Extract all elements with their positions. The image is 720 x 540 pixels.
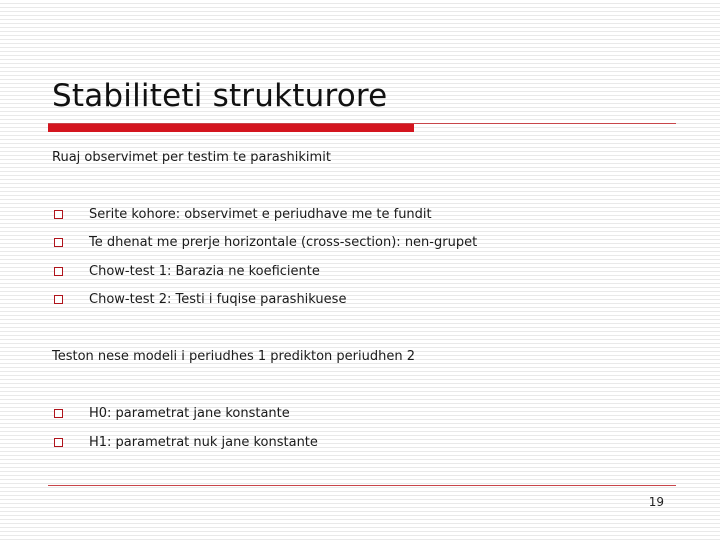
- bullet-marker: [54, 238, 63, 247]
- bullet-marker: [54, 438, 63, 447]
- bullet-item-4: Chow-test 2: Testi i fuqise parashikuese: [89, 292, 347, 307]
- footer-rule: [48, 485, 676, 486]
- bullet-item-2: Te dhenat me prerje horizontale (cross-section): nen-grupet: [89, 235, 478, 250]
- intro-text: Ruaj observimet per testim te parashikimit: [52, 150, 331, 165]
- slide-title: Stabiliteti strukturore: [52, 78, 388, 114]
- page-number: 19: [648, 495, 664, 509]
- section2-text: Teston nese modeli i periudhes 1 predikton periudhen 2: [52, 349, 415, 364]
- title-rule-accent: [48, 124, 414, 132]
- bullet-item-5: H0: parametrat jane konstante: [89, 406, 290, 421]
- bullet-item-3: Chow-test 1: Barazia ne koeficiente: [89, 264, 320, 279]
- bullet-item-1: Serite kohore: observimet e periudhave me te fundit: [89, 207, 432, 222]
- bullet-marker: [54, 409, 63, 418]
- bullet-item-6: H1: parametrat nuk jane konstante: [89, 435, 318, 450]
- bullet-marker: [54, 210, 63, 219]
- bullet-marker: [54, 267, 63, 276]
- bullet-marker: [54, 295, 63, 304]
